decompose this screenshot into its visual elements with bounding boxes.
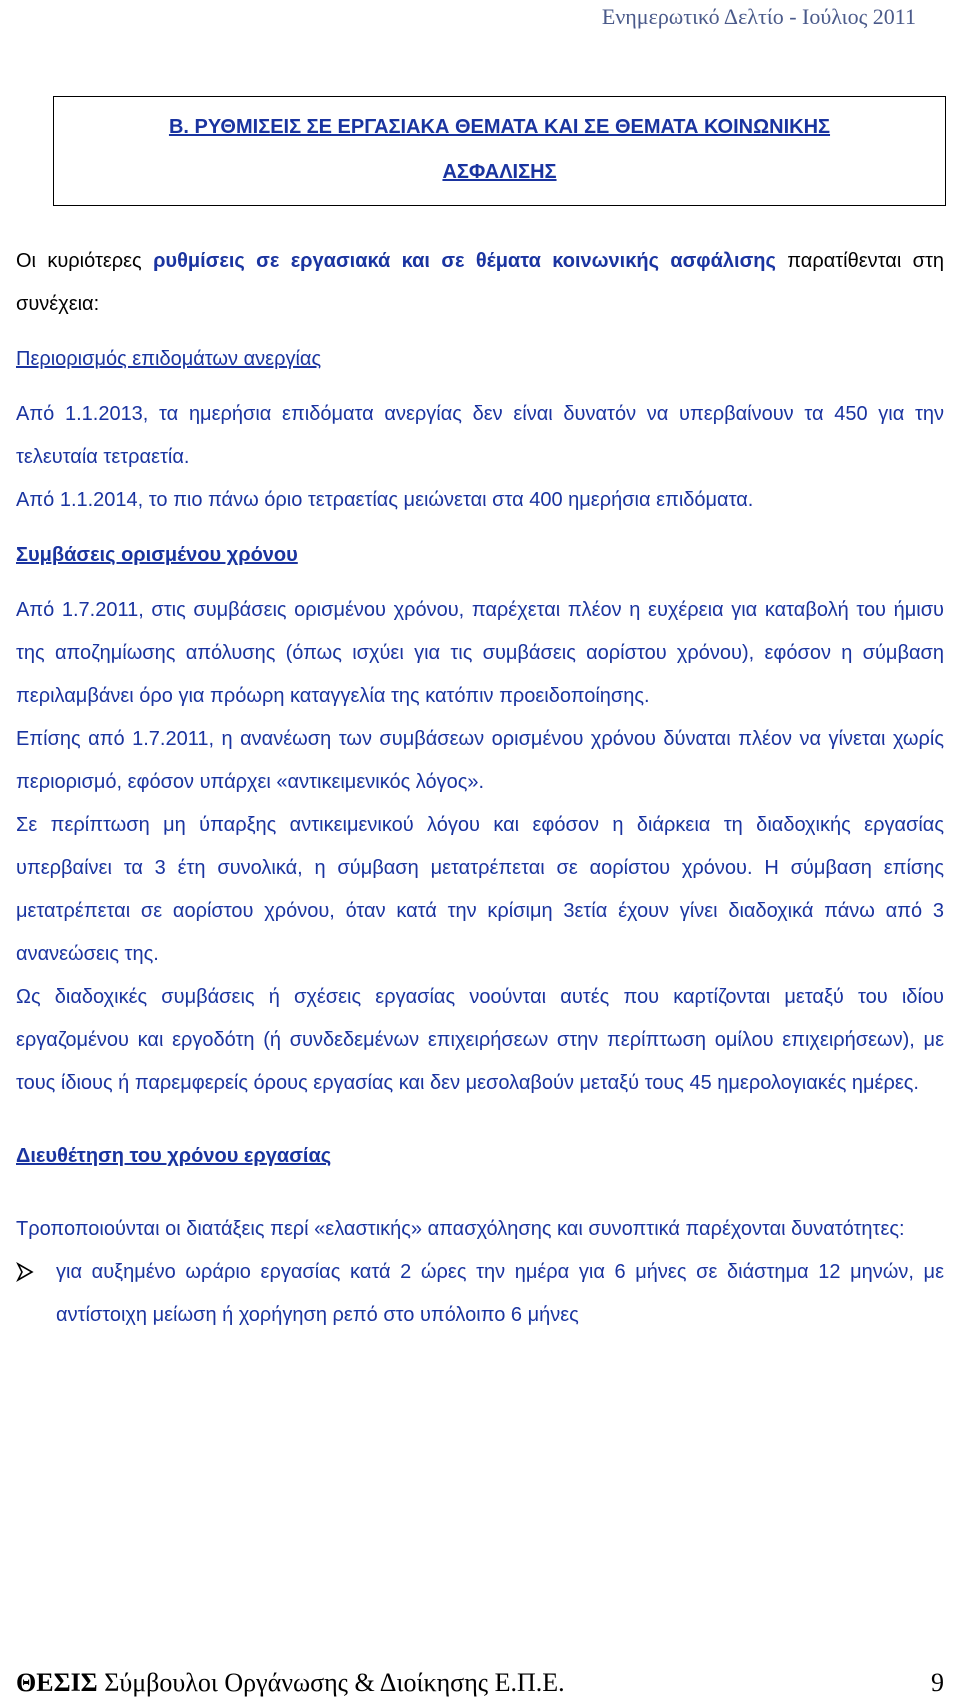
contracts-paragraph-3: Σε περίπτωση μη ύπαρξης αντικειμενικού λόγου και εφόσον η διάρκεια τη διαδοχικής εργασίας υπερβαίνει τα 3 έτη συνολικά, η σύμβαση μετατρέπεται σε αορίστου χρόνου. Η σύμβαση επίσης μετατρέπεται σε αορίστου χρόνου, όταν κατά την κρίσιμη 3ετία έχουν γίνει διαδοχικά πάνω από 3 ανανεώσεις της. <box>16 814 944 965</box>
contracts-paragraph-1: Από 1.7.2011, στις συμβάσεις ορισμένου χρόνου, παρέχεται πλέον η ευχέρεια για καταβολή του ήμισυ της αποζημίωσης απόλυσης (όπως ισχύει για τις συμβάσεις αορίστου χρόνου), εφόσον η σύμβαση περιλαμβάνει όρο για πρόωρη καταγγελία της κατόπιν προειδοποίησης. <box>16 599 944 707</box>
section-title-line2: ΑΣΦΑΛΙΣΗΣ <box>442 161 557 183</box>
intro-emphasis: ρυθμίσεις σε εργασιακά και σε θέματα κοινωνικής ασφάλισης <box>153 250 776 272</box>
contracts-paragraph-4: Ως διαδοχικές συμβάσεις ή σχέσεις εργασίας νοούνται αυτές που καρτίζονται μεταξύ του ιδίου εργαζομένου και εργοδότη (ή συνδεδεμένων επιχειρήσεων στην περίπτωση ομίλου επιχειρήσεων), με τους ίδιους ή παρεμφερείς όρους εργασίας και δεν μεσολαβούν μεταξύ τους 45 ημερολογιακές ημέρες. <box>16 986 944 1094</box>
contracts-heading: Συμβάσεις ορισμένου χρόνου <box>16 544 298 566</box>
footer-text: Σύμβουλοι Οργάνωσης & Διοίκησης Ε.Π.Ε. <box>97 1668 565 1697</box>
working-time-list <box>16 1251 944 1337</box>
working-time-heading: Διευθέτηση του χρόνου εργασίας <box>16 1145 332 1167</box>
unemployment-paragraph-1: Από 1.1.2013, τα ημερήσια επιδόματα ανεργίας δεν είναι δυνατόν να υπερβαίνουν τα 450 για την τελευταία τετραετία. <box>16 403 944 468</box>
unemployment-paragraph-2: Από 1.1.2014, το πιο πάνω όριο τετραετίας μειώνεται στα 400 ημερήσια επιδόματα. <box>16 489 754 511</box>
arrow-bullet-icon <box>16 1251 34 1294</box>
page-footer <box>16 1668 944 1698</box>
working-time-paragraph: Τροποποιούνται οι διατάξεις περί «ελαστικής» απασχόλησης και συνοπτικά παρέχονται δυνατότητες: <box>16 1218 905 1240</box>
section-title-box <box>53 96 946 206</box>
page-header <box>602 4 916 30</box>
newsletter-title: Ενημερωτικό Δελτίο - Ιούλιος 2011 <box>601 4 916 29</box>
footer-brand: ΘΕΣΙΣ <box>16 1668 98 1697</box>
section-title-line1: Β. ΡΥΘΜΙΣΕΙΣ ΣΕ ΕΡΓΑΣΙΑΚΑ ΘΕΜΑΤΑ ΚΑΙ ΣΕ ΘΕΜΑΤΑ ΚΟΙΝΩΝΙΚΗΣ <box>168 116 831 138</box>
bullet-text: για αυξημένο ωράριο εργασίας κατά 2 ώρες την ημέρα για 6 μήνες σε διάστημα 12 μηνών, με αντίστοιχη μείωση ή χορήγηση ρεπό στο υπόλοιπο 6 μήνες <box>56 1261 944 1326</box>
page-number: 9 <box>931 1668 944 1697</box>
intro-paragraph: Οι κυριότερες ρυθμίσεις σε εργασιακά και σε θέματα κοινωνικής ασφάλισης παρατίθενται στη συνέχεια: <box>16 250 944 315</box>
document-body <box>16 240 944 1337</box>
unemployment-heading: Περιορισμός επιδομάτων ανεργίας <box>16 348 322 370</box>
list-item <box>16 1251 944 1337</box>
contracts-paragraph-2: Επίσης από 1.7.2011, η ανανέωση των συμβάσεων ορισμένου χρόνου δύναται πλέον να γίνεται χωρίς περιορισμό, εφόσον υπάρχει «αντικειμενικός λόγος». <box>16 728 944 793</box>
